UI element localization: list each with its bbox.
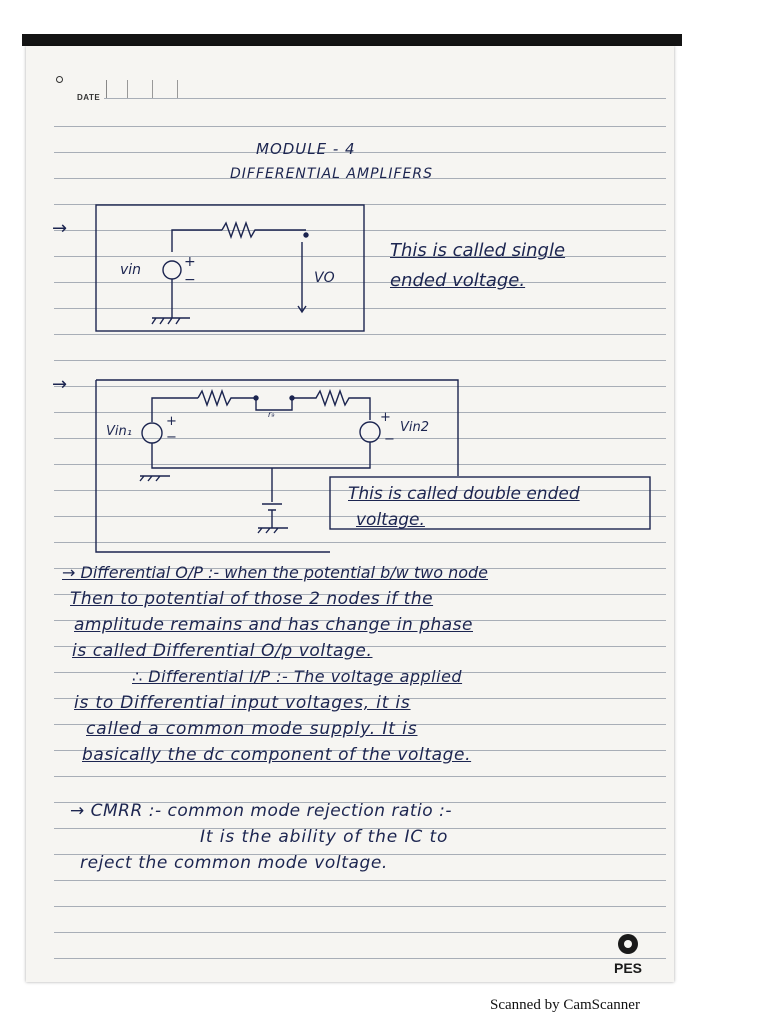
circuit2-resistor-left bbox=[198, 391, 256, 405]
body-line: amplitude remains and has change in phase bbox=[74, 615, 473, 635]
note2-line1: This is called double ended bbox=[348, 484, 580, 504]
body-line: is called Differential O/p voltage. bbox=[72, 641, 373, 661]
note2-line2: voltage. bbox=[356, 510, 425, 530]
circuit1-minus: − bbox=[184, 272, 196, 288]
note1-line1: This is called single bbox=[390, 240, 566, 261]
body-line: is to Differential input voltages, it is bbox=[74, 693, 411, 713]
circuit2-vin1-label: Vin₁ bbox=[106, 424, 132, 439]
topic-title: DIFFERENTIAL AMPLIFERS bbox=[230, 166, 433, 182]
circuit2-source2 bbox=[360, 422, 380, 442]
circuit2-plus-right: + bbox=[380, 410, 391, 425]
body-line: → Differential O/P :- when the potential b/w two node bbox=[62, 563, 489, 582]
body-line: It is the ability of the IC to bbox=[200, 827, 449, 847]
circuit1-vin-label: vin bbox=[120, 262, 142, 278]
circuit2-mid-label: r₉ bbox=[268, 410, 275, 419]
circuit2-minus-right: − bbox=[384, 432, 395, 447]
circuit1-ground bbox=[152, 318, 190, 324]
circuit2-plus-left: + bbox=[166, 414, 177, 429]
note1-line2: ended voltage. bbox=[390, 270, 526, 291]
bullet-arrow: → bbox=[52, 218, 68, 239]
circuit2-ground1 bbox=[140, 476, 170, 481]
circuit1-node bbox=[304, 233, 308, 237]
circuit1-vo-arrow bbox=[298, 242, 306, 312]
pes-emblem-icon bbox=[618, 934, 638, 954]
circuit2-mid-wire bbox=[256, 398, 292, 410]
pes-logo bbox=[606, 934, 650, 980]
bullet-arrow: → bbox=[52, 374, 68, 395]
circuit1-source bbox=[163, 261, 181, 279]
body-line: reject the common mode voltage. bbox=[80, 853, 388, 873]
body-line: Then to potential of those 2 nodes if the bbox=[70, 589, 434, 609]
circuit2-minus-left: − bbox=[166, 430, 177, 445]
body-line: basically the dc component of the voltage. bbox=[82, 745, 472, 765]
circuit2-ground2 bbox=[258, 528, 288, 533]
circuit1-plus: + bbox=[184, 254, 196, 270]
circuit2-ground-center bbox=[262, 468, 282, 528]
date-label: DATE bbox=[77, 93, 101, 102]
body-line: → CMRR :- common mode rejection ratio :- bbox=[70, 801, 452, 821]
circuit1-wire bbox=[172, 230, 222, 252]
body-line: called a common mode supply. It is bbox=[86, 719, 418, 739]
circuit2-vin2-label: Vin2 bbox=[400, 420, 430, 435]
circuit2-source1 bbox=[142, 423, 162, 443]
scanned-by-footer: Scanned by CamScanner bbox=[490, 997, 640, 1013]
circuit2-wire bbox=[152, 442, 370, 468]
body-line: ∴ Differential I/P :- The voltage applied bbox=[132, 667, 463, 686]
circuit1-resistor bbox=[222, 223, 306, 237]
module-title: MODULE - 4 bbox=[256, 140, 356, 158]
circuit1-vo-label: VO bbox=[314, 270, 335, 286]
pes-logo-text: PES bbox=[613, 960, 642, 976]
circuit2-resistor-right bbox=[292, 391, 370, 420]
